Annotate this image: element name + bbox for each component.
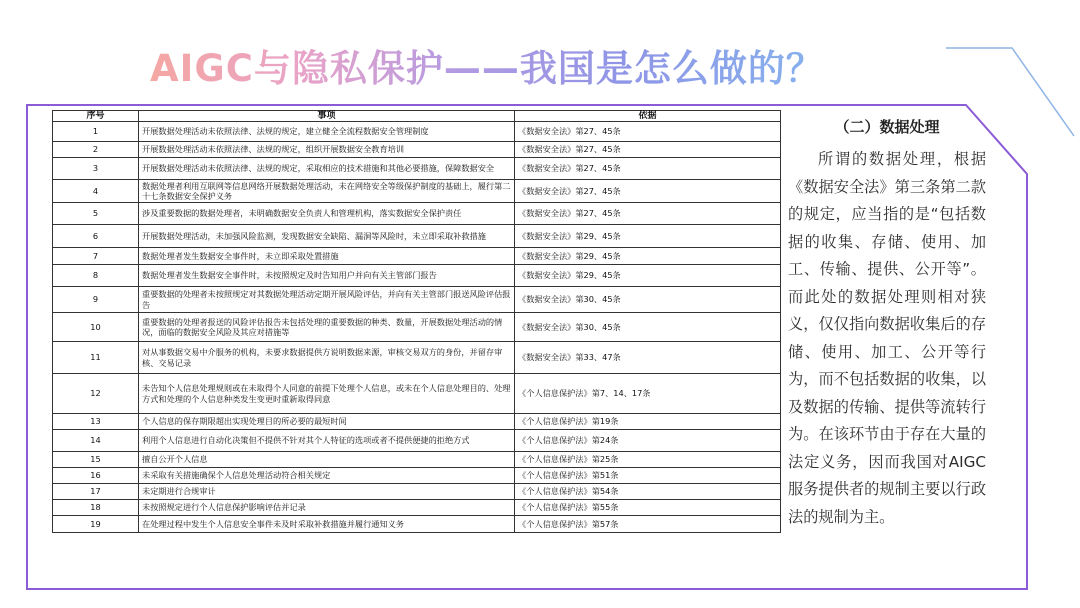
row-number: 18	[53, 500, 139, 516]
row-basis: 《个人信息保护法》第25条	[515, 452, 781, 468]
row-number: 16	[53, 468, 139, 484]
row-basis: 《数据安全法》第29、45条	[515, 225, 781, 248]
row-item: 开展数据处理活动，未加强风险监测，发现数据安全缺陷、漏洞等风险时，未立即采取补救措施	[139, 225, 515, 248]
table-row	[53, 430, 781, 452]
row-number: 4	[53, 180, 139, 203]
row-item: 开展数据处理活动未依照法律、法规的规定，组织开展数据安全教育培训	[139, 142, 515, 158]
table-row	[53, 342, 781, 374]
row-number: 17	[53, 484, 139, 500]
row-number: 11	[53, 342, 139, 374]
row-item: 重要数据的处理者未按照规定对其数据处理活动定期开展风险评估，并向有关主管部门报送风险评估报告	[139, 287, 515, 313]
table-row	[53, 452, 781, 468]
table-row	[53, 180, 781, 203]
table-body	[53, 122, 781, 533]
table-row	[53, 225, 781, 248]
row-item: 数据处理者利用互联网等信息网络开展数据处理活动，未在网络安全等级保护制度的基础上，履行第二十七条数据安全保护义务	[139, 180, 515, 203]
row-number: 5	[53, 203, 139, 225]
row-item: 数据处理者发生数据安全事件时，未立即采取处置措施	[139, 248, 515, 265]
section-heading: （二）数据处理	[834, 118, 940, 136]
table-row	[53, 248, 781, 265]
row-basis: 《数据安全法》第27、45条	[515, 158, 781, 180]
row-basis: 《数据安全法》第29、45条	[515, 265, 781, 287]
row-basis: 《个人信息保护法》第55条	[515, 500, 781, 516]
row-basis: 《个人信息保护法》第19条	[515, 414, 781, 430]
row-item: 未采取有关措施确保个人信息处理活动符合相关规定	[139, 468, 515, 484]
table-row	[53, 287, 781, 313]
row-number: 10	[53, 313, 139, 342]
row-basis: 《个人信息保护法》第54条	[515, 484, 781, 500]
table-row	[53, 374, 781, 414]
table-row	[53, 158, 781, 180]
header-no: 序号	[53, 111, 139, 122]
row-item: 对从事数据交易中介服务的机构，未要求数据提供方说明数据来源，审核交易双方的身份，并留存审核、交易记录	[139, 342, 515, 374]
table-row	[53, 142, 781, 158]
page-title: AIGC与隐私保护——我国是怎么做的？	[150, 38, 824, 92]
row-item: 开展数据处理活动未依照法律、法规的规定，采取相应的技术措施和其他必要措施，保障数据安全	[139, 158, 515, 180]
row-item: 开展数据处理活动未依照法律、法规的规定，建立健全全流程数据安全管理制度	[139, 122, 515, 142]
row-basis: 《数据安全法》第30、45条	[515, 313, 781, 342]
data-processing-section	[788, 114, 986, 531]
row-basis: 《数据安全法》第27、45条	[515, 203, 781, 225]
row-number: 8	[53, 265, 139, 287]
row-basis: 《数据安全法》第29、45条	[515, 248, 781, 265]
row-item: 个人信息的保存期限超出实现处理目的所必要的最短时间	[139, 414, 515, 430]
row-number: 9	[53, 287, 139, 313]
header-item: 事项	[139, 111, 515, 122]
row-basis: 《个人信息保护法》第57条	[515, 516, 781, 533]
row-item: 利用个人信息进行自动化决策但不提供不针对其个人特征的选项或者不提供便捷的拒绝方式	[139, 430, 515, 452]
row-number: 2	[53, 142, 139, 158]
row-basis: 《个人信息保护法》第24条	[515, 430, 781, 452]
row-number: 1	[53, 122, 139, 142]
row-number: 3	[53, 158, 139, 180]
row-item: 涉及重要数据的数据处理者，未明确数据安全负责人和管理机构，落实数据安全保护责任	[139, 203, 515, 225]
violations-table	[52, 110, 781, 533]
row-number: 7	[53, 248, 139, 265]
table-row	[53, 484, 781, 500]
row-number: 15	[53, 452, 139, 468]
title-container	[150, 38, 824, 92]
row-basis: 《数据安全法》第33、47条	[515, 342, 781, 374]
table-row	[53, 516, 781, 533]
table-row	[53, 203, 781, 225]
row-item: 未告知个人信息处理规则或在未取得个人同意的前提下处理个人信息，或未在个人信息处理目的、处理方式和处理的个人信息种类发生变更时重新取得同意	[139, 374, 515, 414]
row-basis: 《数据安全法》第27、45条	[515, 122, 781, 142]
row-item: 擅自公开个人信息	[139, 452, 515, 468]
row-item: 数据处理者发生数据安全事件时，未按照规定及时告知用户并向有关主管部门报告	[139, 265, 515, 287]
table-row	[53, 265, 781, 287]
violations-table-container	[52, 110, 780, 588]
row-item: 重要数据的处理者报送的风险评估报告未包括处理的重要数据的种类、数量，开展数据处理活动的情况，面临的数据安全风险及其应对措施等	[139, 313, 515, 342]
row-number: 6	[53, 225, 139, 248]
row-number: 14	[53, 430, 139, 452]
row-number: 12	[53, 374, 139, 414]
table-header-row	[53, 111, 781, 122]
row-basis: 《个人信息保护法》第7、14、17条	[515, 374, 781, 414]
row-item: 未按照规定进行个人信息保护影响评估并记录	[139, 500, 515, 516]
row-item: 未定期进行合规审计	[139, 484, 515, 500]
row-number: 19	[53, 516, 139, 533]
table-row	[53, 313, 781, 342]
row-basis: 《数据安全法》第27、45条	[515, 180, 781, 203]
table-row	[53, 500, 781, 516]
table-row	[53, 468, 781, 484]
table-row	[53, 414, 781, 430]
row-basis: 《数据安全法》第30、45条	[515, 287, 781, 313]
section-paragraph: 所谓的数据处理，根据《数据安全法》第三条第二款的规定，应当指的是“包括数据的收集、存储、使用、加工、传输、提供、公开等”。而此处的数据处理则相对狭义，仅仅指向数据收集后的存储、使用、加工、公开等行为，而不包括数据的收集，以及数据的传输、提供等流转行为。在该环节由于存在大量的法定义务，因而我国对AIGC服务提供者的规制主要以行政法的规制为主。	[788, 150, 986, 526]
row-basis: 《个人信息保护法》第51条	[515, 468, 781, 484]
row-item: 在处理过程中发生个人信息安全事件未及时采取补救措施并履行通知义务	[139, 516, 515, 533]
row-basis: 《数据安全法》第27、45条	[515, 142, 781, 158]
row-number: 13	[53, 414, 139, 430]
header-basis: 依据	[515, 111, 781, 122]
table-row	[53, 122, 781, 142]
